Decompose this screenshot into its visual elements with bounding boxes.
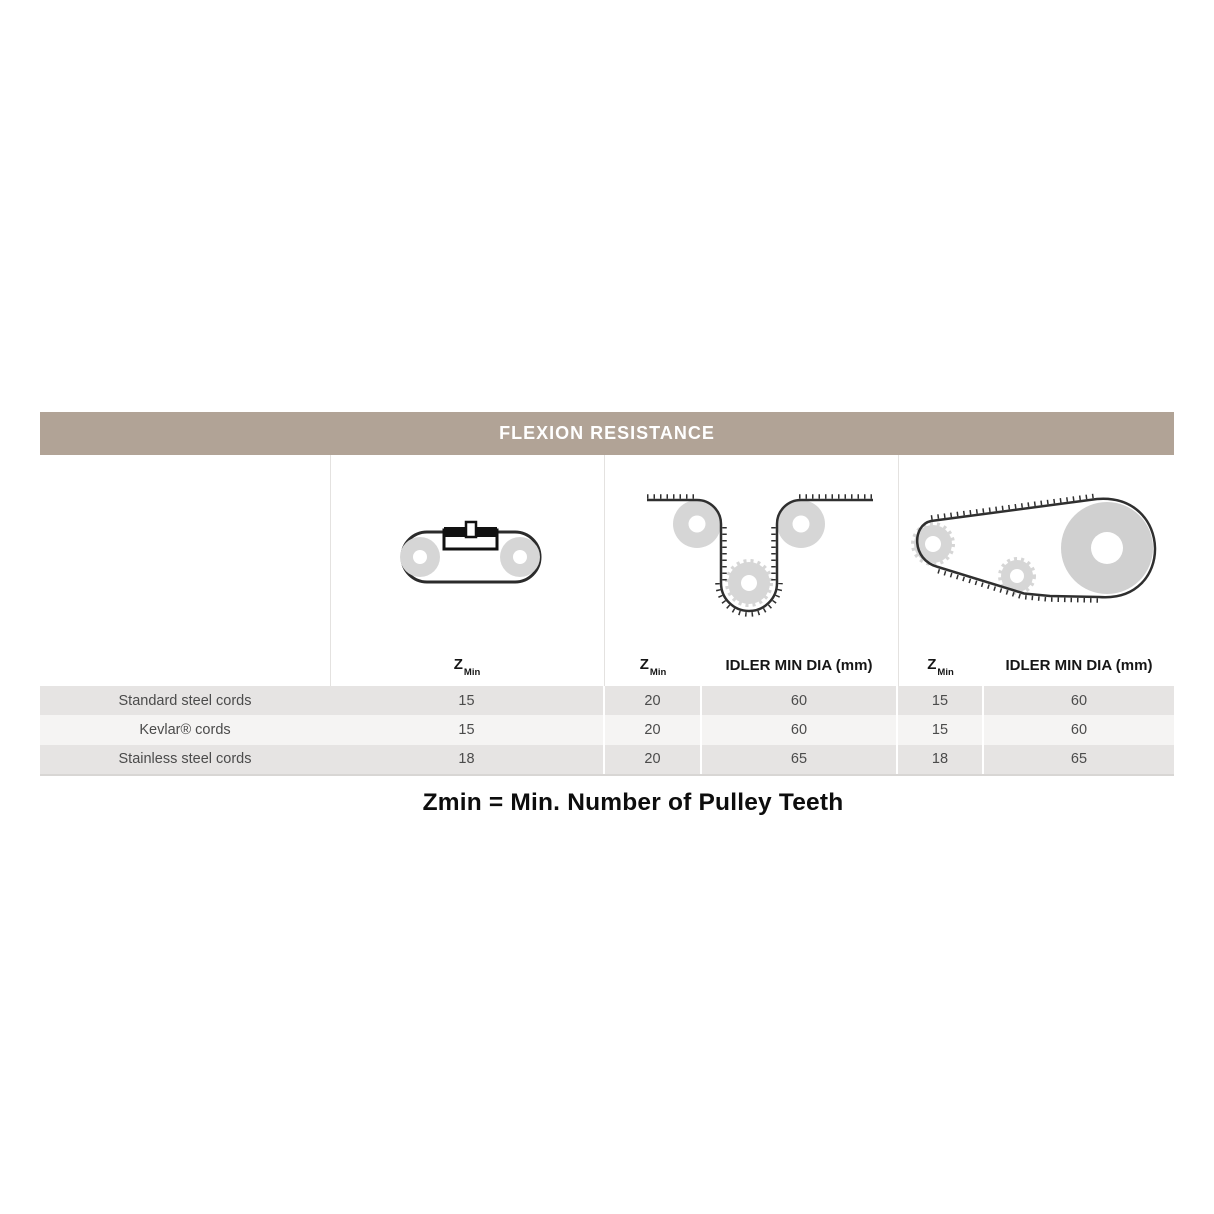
zmin-definition-caption: Zmin = Min. Number of Pulley Teeth xyxy=(422,789,844,816)
column-headers-row xyxy=(40,645,1174,686)
zmin-value: 15 xyxy=(330,686,603,715)
belt-drive-pulley-train-idler-diagram-icon xyxy=(913,496,1155,601)
zmin-value: 20 xyxy=(605,715,700,744)
zmin-value: 18 xyxy=(898,745,982,774)
table-rows xyxy=(40,686,1174,776)
table-row xyxy=(40,715,1174,744)
zmin-value: 15 xyxy=(898,715,982,744)
row-label: Stainless steel cords xyxy=(40,745,330,774)
idler-dia-value: 60 xyxy=(984,715,1174,744)
z-symbol: Z xyxy=(639,655,649,673)
idler-min-dia-header-train: IDLER MIN DIA (mm) xyxy=(1005,657,1153,674)
idler-dia-value: 60 xyxy=(702,715,896,744)
zmin-value: 20 xyxy=(605,745,700,774)
flexion-resistance-table xyxy=(40,412,1174,776)
zmin-value: 15 xyxy=(898,686,982,715)
table-row xyxy=(40,745,1174,774)
idler-dia-value: 65 xyxy=(984,745,1174,774)
zmin-value: 15 xyxy=(330,715,603,744)
z-subscript: Min xyxy=(463,666,481,678)
z-symbol: Z xyxy=(453,655,463,673)
table-body-zone xyxy=(40,455,1174,686)
idler-dia-value: 60 xyxy=(702,686,896,715)
z-subscript: Min xyxy=(937,666,954,678)
table-title-band xyxy=(40,412,1174,455)
empty-header-cell xyxy=(40,645,330,686)
table-title: FLEXION RESISTANCE xyxy=(499,423,715,443)
row-label: Standard steel cords xyxy=(40,686,330,715)
idler-dia-value: 65 xyxy=(702,745,896,774)
idler-dia-value: 60 xyxy=(984,686,1174,715)
zmin-header-belt xyxy=(330,645,603,686)
z-symbol: Z xyxy=(927,655,937,673)
idler-min-dia-header-dip: IDLER MIN DIA (mm) xyxy=(725,657,873,674)
zmin-value: 20 xyxy=(605,686,700,715)
zmin-value: 18 xyxy=(330,745,603,774)
table-row xyxy=(40,686,1174,715)
belt-diagrams xyxy=(40,455,1174,645)
belt-clamp-two-pulley-diagram-icon xyxy=(400,522,540,582)
belt-dip-two-idlers-sprocket-diagram-icon xyxy=(647,497,873,615)
zmin-header-train xyxy=(898,645,982,686)
row-label: Kevlar® cords xyxy=(40,715,330,744)
z-subscript: Min xyxy=(649,666,667,678)
zmin-header-dip xyxy=(605,645,700,686)
